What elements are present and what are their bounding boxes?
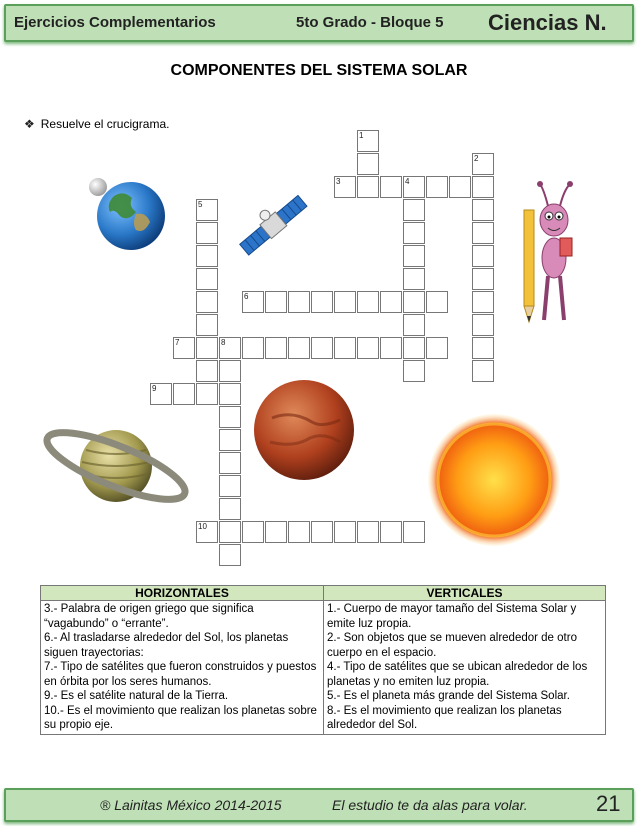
header-middle: 5to Grado - Bloque 5 [296,14,444,31]
instruction [24,117,169,131]
vertical-clue: 2.- Son objetos que se mueven alrededor de otro cuerpo en el espacio. [327,632,577,659]
crossword-cell[interactable] [357,521,379,543]
crossword-cell[interactable] [403,337,425,359]
crossword-cell[interactable] [196,314,218,336]
crossword-cell[interactable] [403,199,425,221]
crossword-cell[interactable] [357,176,379,198]
page-footer [4,788,634,822]
crossword-cell[interactable] [265,521,287,543]
crossword-cell[interactable] [403,291,425,313]
crossword-cell[interactable] [380,337,402,359]
mars-illustration [252,378,356,482]
crossword-cell[interactable] [311,337,333,359]
horizontal-clue: 9.- Es el satélite natural de la Tierra. [44,690,229,702]
horizontal-clue: 3.- Palabra de origen griego que significa “vagabundo” o “errante”. [44,603,254,630]
crossword-cell[interactable] [242,521,264,543]
crossword-cell[interactable] [426,291,448,313]
vertical-clue: 8.- Es el movimiento que realizan los planetas alrededor del Sol. [327,704,562,731]
crossword-cell[interactable] [426,337,448,359]
crossword-cell[interactable] [265,337,287,359]
crossword-cell[interactable] [334,337,356,359]
crossword-cell[interactable] [219,498,241,520]
clue-number-1: 1 [359,131,364,140]
crossword-cell[interactable] [380,521,402,543]
crossword-cell[interactable] [219,383,241,405]
footer-copyright: ® Lainitas México 2014-2015 [100,797,282,813]
crossword-cell[interactable] [196,360,218,382]
crossword-cell[interactable] [472,291,494,313]
crossword-cell[interactable] [219,429,241,451]
crossword-cell[interactable] [242,337,264,359]
crossword-cell[interactable] [196,222,218,244]
crossword-cell[interactable] [288,521,310,543]
crossword-cell[interactable] [380,291,402,313]
footer-slogan: El estudio te da alas para volar. [332,797,528,813]
crossword-cell[interactable] [173,383,195,405]
crossword-cell[interactable] [403,360,425,382]
crossword-cell[interactable] [472,199,494,221]
clue-number-10: 10 [198,522,207,531]
crossword-cell[interactable] [219,406,241,428]
clue-number-2: 2 [474,154,479,163]
page-header [4,4,634,42]
vertical-clue: 4.- Tipo de satélites que se ubican alrededor de los planetas y no emiten luz propia. [327,661,588,688]
crossword-cell[interactable] [311,291,333,313]
page-title: COMPONENTES DEL SISTEMA SOLAR [170,62,468,79]
clue-number-3: 3 [336,177,341,186]
crossword-cell[interactable] [288,291,310,313]
crossword-cell[interactable] [426,176,448,198]
crossword-cell[interactable] [288,337,310,359]
crossword-cell[interactable] [380,176,402,198]
ant-with-pencil-illustration [516,176,580,328]
crossword-cell[interactable] [449,176,471,198]
clues-table [40,585,606,735]
crossword-cell[interactable] [334,291,356,313]
crossword-cell[interactable] [472,314,494,336]
crossword-cell[interactable] [472,268,494,290]
clue-number-7: 7 [175,338,180,347]
clue-number-6: 6 [244,292,249,301]
horizontal-header: HORIZONTALES [41,586,324,601]
sun-illustration [426,412,562,548]
crossword-cell[interactable] [196,245,218,267]
crossword-cell[interactable] [196,337,218,359]
crossword-cell[interactable] [219,452,241,474]
crossword-cell[interactable] [403,268,425,290]
earth-moon-illustration [84,174,174,254]
crossword-cell[interactable] [196,383,218,405]
crossword-cell[interactable] [219,360,241,382]
diamond-bullet-icon: ❖ [24,117,35,131]
vertical-clues [324,601,606,735]
header-right: Ciencias N. [488,10,607,35]
crossword-cell[interactable] [357,337,379,359]
crossword-cell[interactable] [403,222,425,244]
crossword-cell[interactable] [219,521,241,543]
header-left: Ejercicios Complementarios [14,14,216,31]
vertical-header: VERTICALES [324,586,606,601]
clue-number-4: 4 [405,177,410,186]
crossword-cell[interactable] [403,521,425,543]
crossword-cell[interactable] [334,521,356,543]
clue-number-5: 5 [198,200,203,209]
crossword-cell[interactable] [196,291,218,313]
crossword-cell[interactable] [403,245,425,267]
crossword-cell[interactable] [196,268,218,290]
crossword-cell[interactable] [311,521,333,543]
horizontal-clues [41,601,324,735]
instruction-text: Resuelve el crucigrama. [40,117,170,131]
vertical-clue: 1.- Cuerpo de mayor tamaño del Sistema Solar y emite luz propia. [327,603,577,630]
horizontal-clue: 7.- Tipo de satélites que fueron construidos y puestos en órbita por los seres humanos. [44,661,317,688]
saturn-illustration [40,410,190,518]
crossword-cell[interactable] [219,544,241,566]
crossword-cell[interactable] [403,314,425,336]
crossword-cell[interactable] [357,291,379,313]
crossword-cell[interactable] [472,337,494,359]
clue-number-9: 9 [152,384,157,393]
crossword-cell[interactable] [219,475,241,497]
horizontal-clue: 6.- Al trasladarse alrededor del Sol, los planetas siguen trayectorias: [44,632,289,659]
crossword-cell[interactable] [472,360,494,382]
clue-number-8: 8 [221,338,226,347]
page-number: 21 [596,791,621,816]
horizontal-clue: 10.- Es el movimiento que realizan los planetas sobre su propio eje. [44,704,317,731]
crossword-cell[interactable] [472,222,494,244]
vertical-clue: 5.- Es el planeta más grande del Sistema Solar. [327,690,570,702]
crossword-cell[interactable] [472,176,494,198]
crossword-cell[interactable] [472,245,494,267]
satellite-illustration [232,188,316,264]
crossword-cell[interactable] [265,291,287,313]
crossword-cell[interactable] [357,153,379,175]
